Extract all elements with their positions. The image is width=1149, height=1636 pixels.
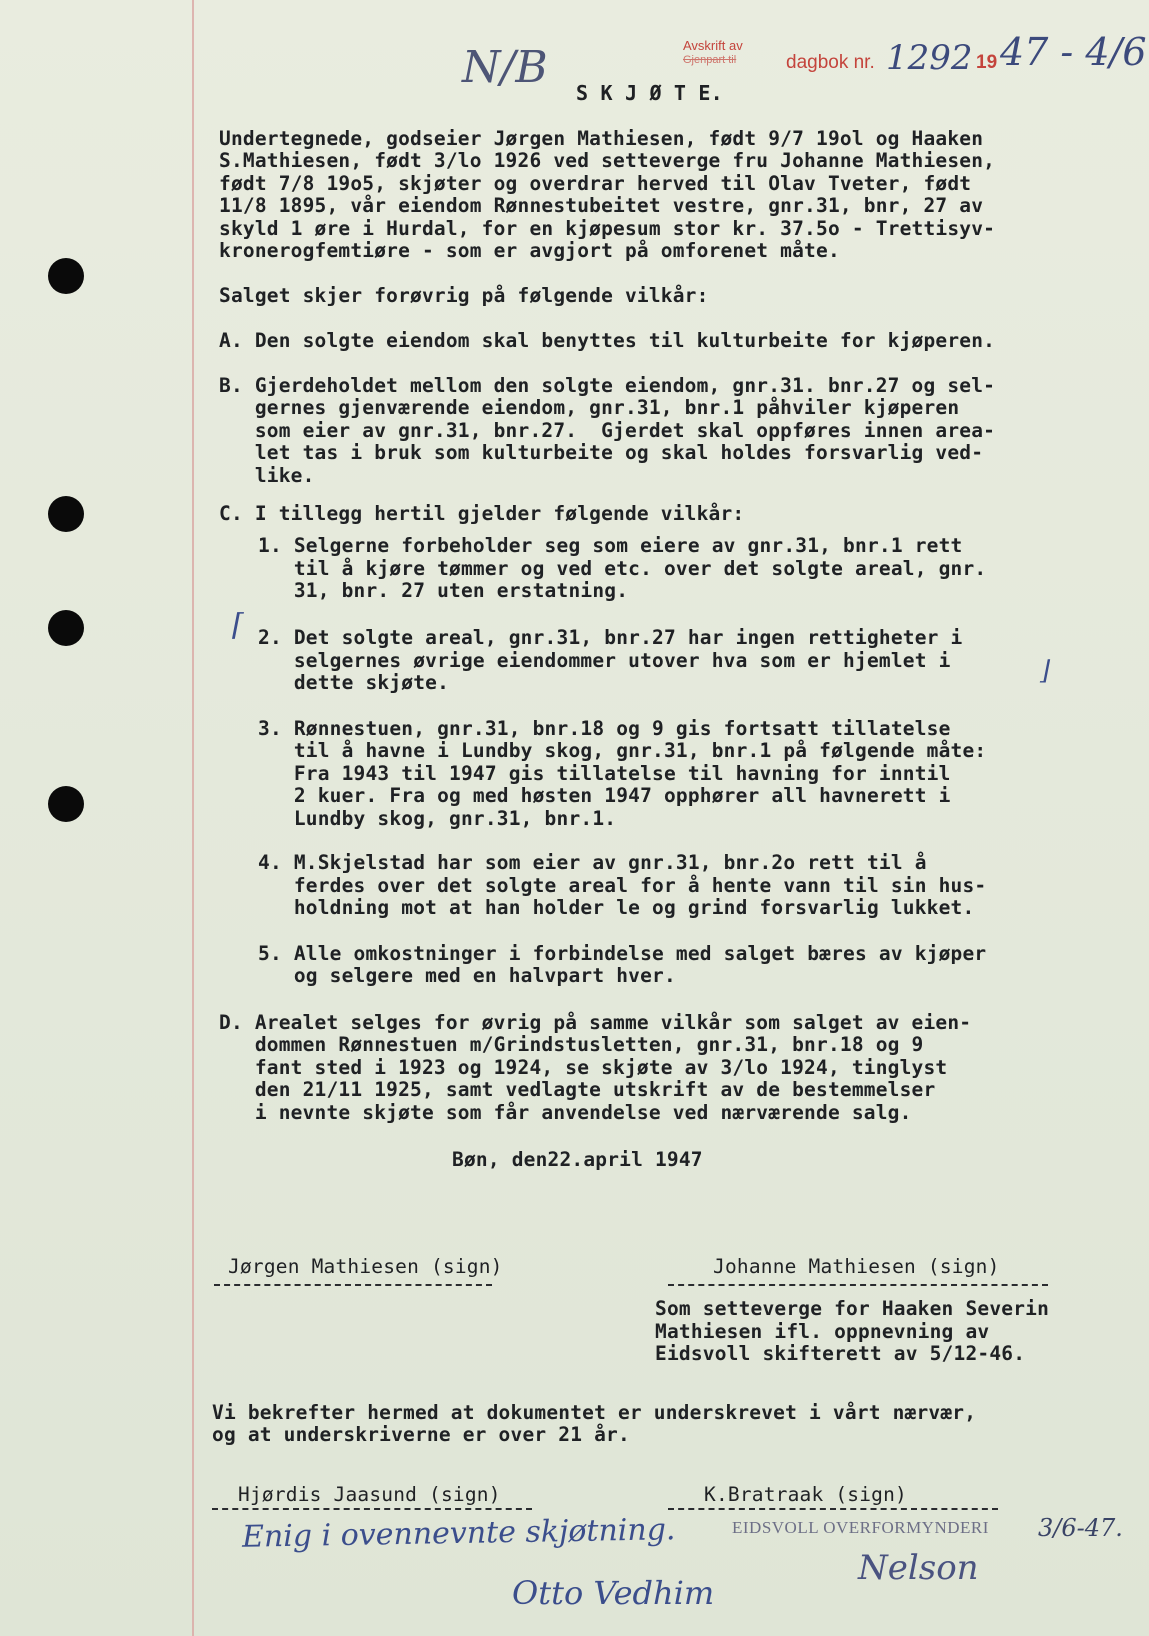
item-line: 2. Det solgte areal, gnr.31, bnr.27 har ingen rettigheter i <box>258 626 963 649</box>
signature-left: Jørgen Mathiesen (sign) <box>228 1255 503 1278</box>
witness-statement-line: og at underskriverne er over 21 år. <box>212 1423 630 1446</box>
intro-line: kronerogfemtiøre - som er avgjort på omforenet måte. <box>219 239 840 262</box>
place-date: Bøn, den22.april 1947 <box>452 1148 703 1171</box>
guardian-note-line: Som setteverge for Haaken Severin <box>655 1297 1050 1320</box>
section-b-line: let tas i bruk som kulturbeite og skal holdes forsvarlig ved- <box>219 441 984 464</box>
intro-line: født 7/8 19o5, skjøter og overdrar herved til Olav Tveter, født <box>219 172 972 195</box>
handwritten-consent: Enig i ovennevnte skjøtning. <box>241 1512 676 1555</box>
section-b-line: som eier av gnr.31, bnr.27. Gjerdet skal oppføres innen area- <box>219 419 996 442</box>
item-line: Fra 1943 til 1947 gis tillatelse til havning for inntil <box>258 762 951 785</box>
witness-statement-line: Vi bekrefter hermed at dokumentet er underskrevet i vårt nærvær, <box>212 1401 977 1424</box>
stamp-dagbok: dagbok nr. <box>786 52 875 73</box>
section-d-line: dommen Rønnestuen m/Grindstusletten, gnr.31, bnr.18 og 9 <box>219 1033 924 1056</box>
witness-line <box>212 1508 532 1510</box>
handwritten-initials: N/B <box>462 42 548 93</box>
punch-hole <box>48 610 84 646</box>
section-c-heading: C. I tillegg hertil gjelder følgende vilkår: <box>219 502 745 525</box>
item-line: og selgere med en halvpart hver. <box>258 964 676 987</box>
witness-right: K.Bratraak (sign) <box>704 1483 907 1506</box>
section-b-line: like. <box>219 464 315 487</box>
bracket-mark-icon: ⌈ <box>232 608 244 643</box>
signature-line <box>668 1284 1048 1286</box>
punch-hole <box>48 786 84 822</box>
handwritten-year-date: 47 - 4/6 <box>1000 30 1147 74</box>
stamp-office: EIDSVOLL OVERFORMYNDERI <box>732 1518 989 1537</box>
section-d-line: den 21/11 1925, samt vedlagte utskrift av de bestemmelser <box>219 1078 936 1101</box>
handwritten-signature-otto: Otto Vedhim <box>512 1574 715 1612</box>
item-line: 4. M.Skjelstad har som eier av gnr.31, bnr.2o rett til å <box>258 851 927 874</box>
item-line: 1. Selgerne forbeholder seg som eiere av gnr.31, bnr.1 rett <box>258 534 963 557</box>
item-line: selgernes øvrige eiendommer utover hva som er hjemlet i <box>258 649 951 672</box>
item-line: 2 kuer. Fra og med høsten 1947 opphører all havnerett i <box>258 784 951 807</box>
handwritten-date: 3/6-47. <box>1038 1514 1123 1542</box>
item-line: 3. Rønnestuen, gnr.31, bnr.18 og 9 gis fortsatt tillatelse <box>258 717 951 740</box>
item-line: holdning mot at han holder le og grind forsvarlig lukket. <box>258 896 975 919</box>
witness-left: Hjørdis Jaasund (sign) <box>238 1483 501 1506</box>
item-line: til å kjøre tømmer og ved etc. over det solgte areal, gnr. <box>258 557 987 580</box>
intro-line: S.Mathiesen, født 3/lo 1926 ved setteverge fru Johanne Mathiesen, <box>219 149 996 172</box>
signature-line <box>214 1284 492 1286</box>
conditions-heading: Salget skjer forøvrig på følgende vilkår: <box>219 284 709 307</box>
intro-line: 11/8 1895, vår eiendom Rønnestubeitet vestre, gnr.31, bnr, 27 av <box>219 194 984 217</box>
section-d-line: i nevnte skjøte som får anvendelse ved nærværende salg. <box>219 1101 912 1124</box>
stamp-year-prefix: 19 <box>976 52 998 73</box>
section-a: A. Den solgte eiendom skal benyttes til kulturbeite for kjøperen. <box>219 329 996 352</box>
section-d-line: fant sted i 1923 og 1924, se skjøte av 3/lo 1924, tinglyst <box>219 1056 948 1079</box>
item-line: til å havne i Lundby skog, gnr.31, bnr.1 på følgende måte: <box>258 739 987 762</box>
guardian-note-line: Mathiesen ifl. oppnevning av <box>655 1320 990 1343</box>
handwritten-ref-number: 1292 <box>886 38 973 78</box>
punch-hole <box>48 258 84 294</box>
margin-line <box>192 0 194 1636</box>
guardian-note-line: Eidsvoll skifterett av 5/12-46. <box>655 1342 1026 1365</box>
section-b-line: B. Gjerdeholdet mellom den solgte eiendom, gnr.31. bnr.27 og sel- <box>219 374 996 397</box>
stamp-gjenpart: Gjenpart til <box>683 54 737 66</box>
handwritten-signature-right: Nelson <box>858 1548 979 1588</box>
item-line: 31, bnr. 27 uten erstatning. <box>258 579 629 602</box>
stamp-avskrift: Avskrift av <box>683 38 743 53</box>
item-line: dette skjøte. <box>258 671 450 694</box>
bracket-mark-icon: ⌋ <box>1040 656 1051 686</box>
item-line: Lundby skog, gnr.31, bnr.1. <box>258 807 617 830</box>
signature-right: Johanne Mathiesen (sign) <box>713 1255 1000 1278</box>
section-d-line: D. Arealet selges for øvrig på samme vilkår som salget av eien- <box>219 1011 972 1034</box>
witness-line <box>668 1508 998 1510</box>
item-line: ferdes over det solgte areal for å hente vann til sin hus- <box>258 874 987 897</box>
item-line: 5. Alle omkostninger i forbindelse med salget bæres av kjøper <box>258 942 987 965</box>
section-b-line: gernes gjenværende eiendom, gnr.31, bnr.1 påhviler kjøperen <box>219 396 960 419</box>
intro-line: skyld 1 øre i Hurdal, for en kjøpesum stor kr. 37.5o - Trettisyv- <box>219 217 996 240</box>
punch-hole <box>48 496 84 532</box>
document-title: S K J Ø T E. <box>576 81 723 105</box>
intro-line: Undertegnede, godseier Jørgen Mathiesen, født 9/7 19ol og Haaken <box>219 127 984 150</box>
